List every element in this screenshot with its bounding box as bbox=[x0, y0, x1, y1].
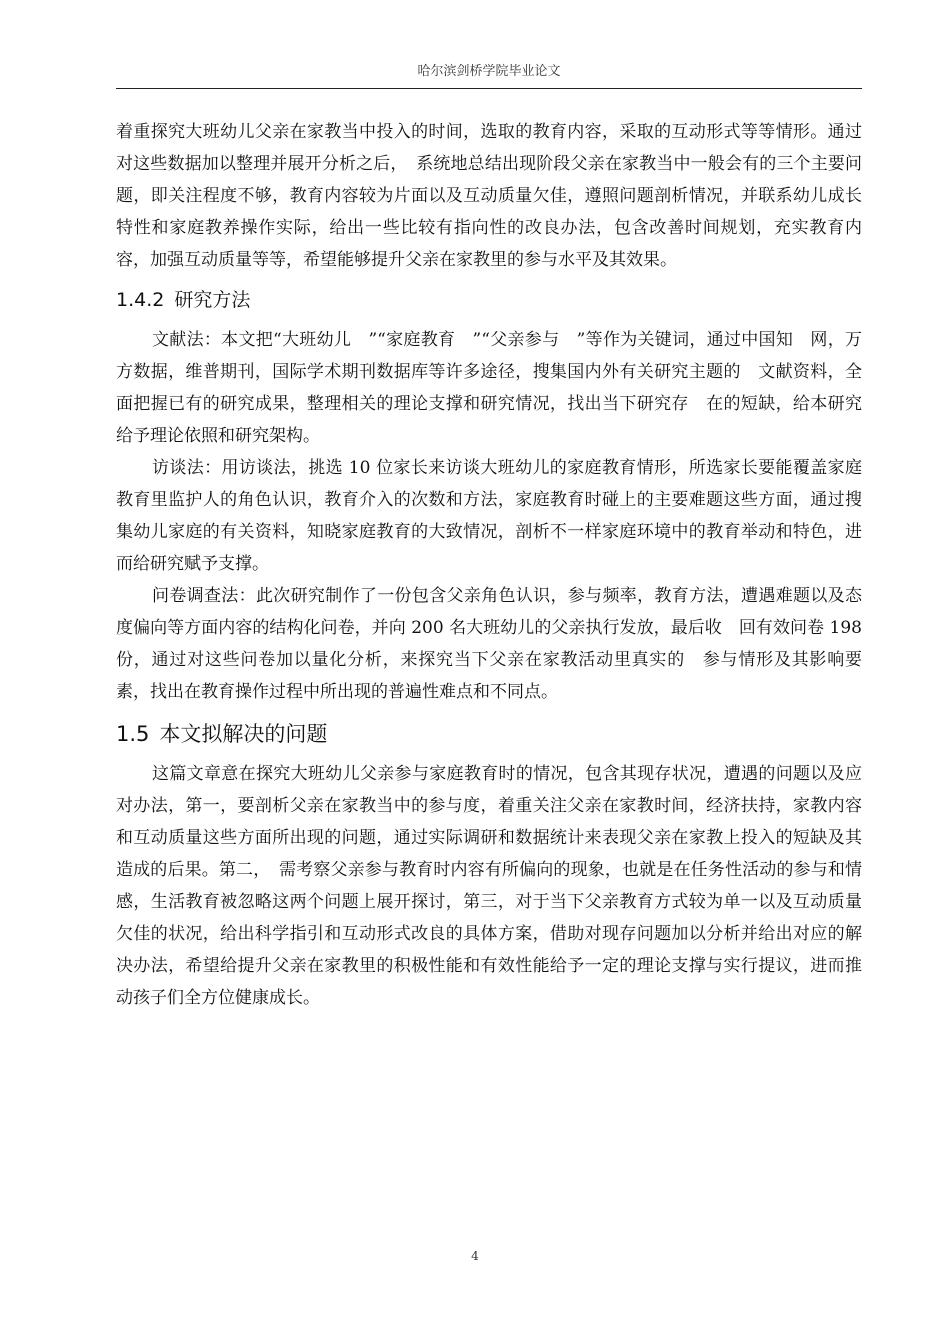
section-heading-1-5 bbox=[116, 710, 862, 758]
section-number: 1.5 bbox=[116, 722, 150, 746]
paragraph-literature-method: 文献法：本文把“大班幼儿 ”“家庭教育 ”“父亲参与 ”等作为关键词，通过中国知 网，万方数据，维普期刊，国际学术期刊数据库等许多途径，搜集国内外有关研究主题的 文献资料，全面把握已有的研究成果，整理相关的理论支撑和研究情况，找出当下研究存 在的短缺，给本研究给予理论依照和研究架构。 bbox=[116, 330, 862, 446]
intro-paragraph: 着重探究大班幼儿父亲在家教当中投入的时间，选取的教育内容，采取的互动形式等等情形。通过对这些数据加以整理并展开分析之后， 系统地总结出现阶段父亲在家教当中一般会有的三个主要问题，即关注程度不够，教育内容较为片面以及互动质量欠佳，遵照问题剖析情况，并联系幼儿成长特性和家庭教养操作实际，给出一些比较有指向性的改良办法，包含改善时间规划，充实教育内容，加强互动质量等等，希望能够提升父亲在家教里的参与水平及其效果。 bbox=[116, 122, 862, 270]
section-number: 1.4.2 bbox=[116, 289, 165, 311]
header-title: 哈尔滨剑桥学院毕业论文 bbox=[417, 64, 561, 79]
paragraph-interview-method: 访谈法：用访谈法，挑选 10 位家长来访谈大班幼儿的家庭教育情形，所选家长要能覆盖家庭教育里监护人的角色认识，教育介入的次数和方法，家庭教育时碰上的主要难题这些方面，通过搜集幼儿家庭的有关资料，知晓家庭教育的大致情况，剖析不一样家庭环境中的教育举动和特色，进而给研究赋予支撑。 bbox=[116, 458, 862, 574]
page-number: 4 bbox=[471, 1249, 479, 1263]
section-title: 本文拟解决的问题 bbox=[159, 722, 328, 746]
document-body bbox=[116, 116, 862, 1014]
paragraph-problems-to-solve: 这篇文章意在探究大班幼儿父亲参与家庭教育时的情况，包含其现存状况，遭遇的问题以及应对办法，第一，要剖析父亲在家教当中的参与度，着重关注父亲在家教时间，经济扶持，家教内容和互动质量这些方面所出现的问题，通过实际调研和数据统计来表现父亲在家教上投入的短缺及其造成的后果。第二， 需考察父亲参与教育时内容有所偏向的现象，也就是在任务性活动的参与和情感，生活教育被忽略这两个问题上展开探讨，第三，对于当下父亲教育方式较为单一以及互动质量欠佳的状况，给出科学指引和互动形式改良的具体方案，借助对现存问题加以分析并给出对应的解决办法，希望给提升父亲在家教里的积极性能和有效性能给予一定的理论支撑与实行提议，进而推动孩子们全方位健康成长。 bbox=[116, 764, 862, 1008]
paragraph-questionnaire-method: 问卷调查法：此次研究制作了一份包含父亲角色认识，参与频率，教育方法，遭遇难题以及态度偏向等方面内容的结构化问卷，并向 200 名大班幼儿的父亲执行发放，最后收 回有效问卷 198 份，通过对这些问卷加以量化分析，来探究当下父亲在家教活动里真实的 参与情形及其影响要素，找出在教育操作过程中所出现的普遍性难点和不同点。 bbox=[116, 586, 862, 702]
section-heading-1-4-2 bbox=[116, 278, 862, 322]
section-title: 研究方法 bbox=[174, 289, 251, 311]
page-header bbox=[116, 62, 862, 89]
